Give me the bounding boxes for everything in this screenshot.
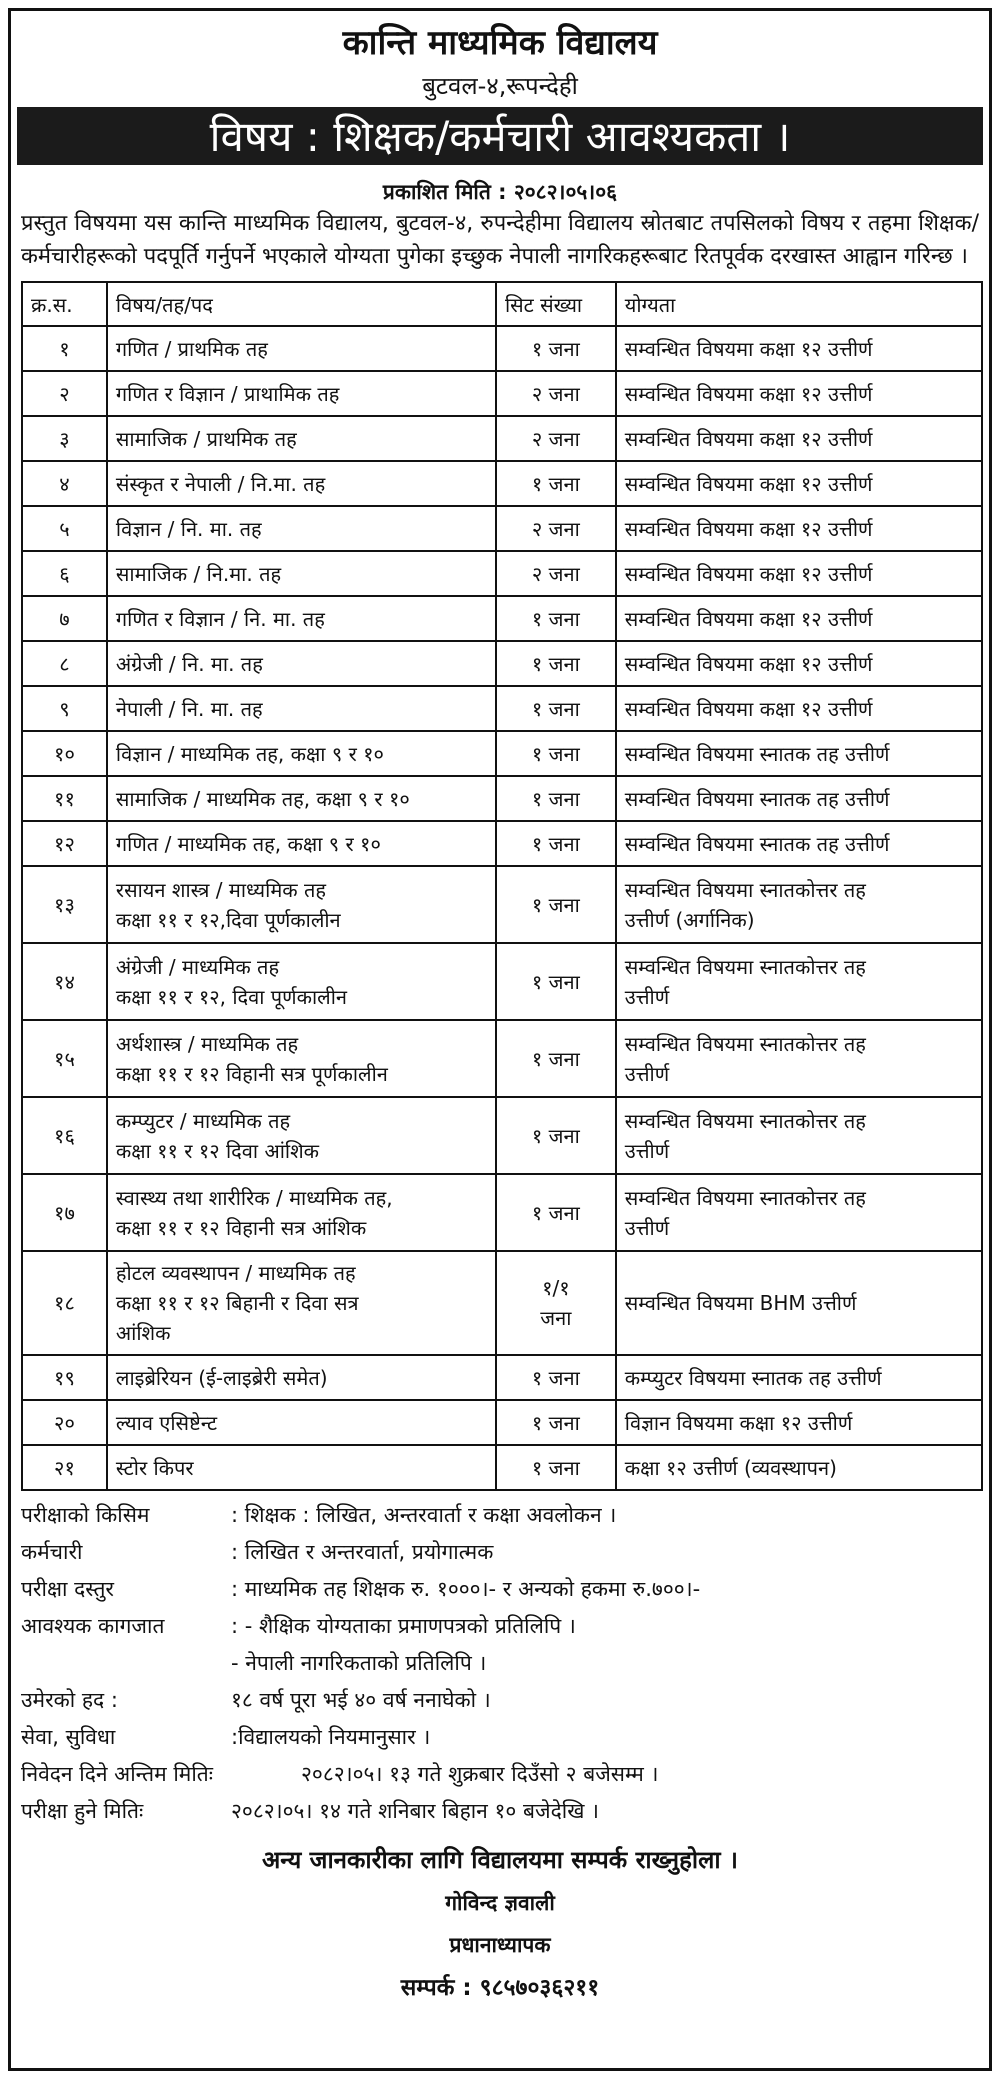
table-row [22,1020,982,1097]
row-qualification-line: सम्वन्धित विषयमा स्नातकोत्तर तह [624,877,866,902]
term-label: उमेरको हद : [21,1688,118,1712]
row-sn: १९ [22,1355,107,1400]
row-seats: १ जना [496,641,616,686]
row-qualification [616,1174,982,1251]
row-subject: विज्ञान / नि. मा. तह [107,506,496,551]
row-subject: गणित र विज्ञान / प्राथामिक तह [107,371,496,416]
row-sn: ३ [22,416,107,461]
row-subject-line: कक्षा ११ र १२ बिहानी र दिवा सत्र [115,1291,359,1315]
row-sn: १ [22,326,107,371]
row-sn: ६ [22,551,107,596]
row-seats: १ जना [496,1020,616,1097]
row-qualification [616,866,982,943]
table-header-row [22,282,982,326]
row-qualification-line: सम्वन्धित विषयमा स्नातकोत्तर तह [624,1031,866,1056]
row-subject: गणित / माध्यमिक तह, कक्षा ९ र १० [107,821,496,866]
row-subject [107,943,496,1020]
row-seats: १ जना [496,776,616,821]
term-deadline [21,1756,979,1793]
row-qualification: सम्वन्धित विषयमा कक्षा १२ उत्तीर्ण [616,596,982,641]
row-qualification [616,1097,982,1174]
row-subject-line: होटल व्यवस्थापन / माध्यमिक तह [115,1261,356,1285]
table-row [22,506,982,551]
row-seats: १ जना [496,1355,616,1400]
row-subject [107,866,496,943]
table-row [22,461,982,506]
contact-phone: ९८५७०३६२११ [479,1975,600,2001]
row-seats-line: जना [540,1306,572,1330]
row-qualification [616,943,982,1020]
row-subject: ल्याव एसिष्टेन्ट [107,1400,496,1445]
published-date: प्रकाशित मिति : २०८२।०५।०६ [382,180,618,204]
table-row [22,326,982,371]
term-value: : शिक्षक : लिखित, अन्तरवार्ता र कक्षा अवलोकन । [231,1503,617,1527]
table-row [22,943,982,1020]
term-label: सेवा, सुविधा [21,1725,116,1749]
row-subject-line: स्वास्थ्य तथा शारीरिक / माध्यमिक तह, [115,1185,393,1210]
row-qualification-line: उत्तीर्ण [624,984,670,1009]
row-sn: १७ [22,1174,107,1251]
row-seats: १ जना [496,461,616,506]
row-subject-line: आंशिक [115,1321,171,1345]
row-seats: १ जना [496,326,616,371]
row-qualification-line: सम्वन्धित विषयमा स्नातकोत्तर तह [624,1108,866,1133]
table-row [22,821,982,866]
row-sn: ५ [22,506,107,551]
term-value: १८ वर्ष पूरा भई ४० वर्ष ननाघेको । [231,1688,491,1712]
row-sn: १३ [22,866,107,943]
row-subject-line: कक्षा ११ र १२ दिवा आंशिक [115,1138,320,1163]
table-row [22,1445,982,1490]
row-subject: सामाजिक / प्राथमिक तह [107,416,496,461]
row-qualification: सम्वन्धित विषयमा कक्षा १२ उत्तीर्ण [616,686,982,731]
row-seats: २ जना [496,416,616,461]
row-seats: १ जना [496,686,616,731]
table-row [22,1097,982,1174]
row-subject-line: कम्प्युटर / माध्यमिक तह [115,1108,291,1133]
row-qualification: सम्वन्धित विषयमा कक्षा १२ उत्तीर्ण [616,641,982,686]
table-row [22,1355,982,1400]
row-seats: १ जना [496,943,616,1020]
term-value: २०८२।०५। १४ गते शनिबार बिहान १० बजेदेखि । [231,1799,600,1823]
term-value: : - शैक्षिक योग्यताका प्रमाणपत्रको प्रतिलिपि । [231,1614,576,1638]
row-seats: २ जना [496,506,616,551]
table-row [22,686,982,731]
school-name: कान्ति माध्यमिक विद्यालय [342,23,658,63]
row-sn: १४ [22,943,107,1020]
table-row [22,731,982,776]
contact-note: अन्य जानकारीका लागि विद्यालयमा सम्पर्क राख्नुहोला । [261,1846,739,1874]
row-seats: १ जना [496,731,616,776]
row-sn: २० [22,1400,107,1445]
row-subject: अंग्रेजी / नि. मा. तह [107,641,496,686]
signer-title: प्रधानाध्यापक [449,1933,551,1957]
row-qualification: सम्वन्धित विषयमा कक्षा १२ उत्तीर्ण [616,551,982,596]
term-label: निवेदन दिने अन्तिम मितिः [21,1762,213,1786]
term-value: २०८२।०५। १३ गते शुक्रबार दिउँसो २ बजेसम्म । [301,1762,659,1786]
row-qualification-line: उत्तीर्ण (अर्गानिक) [624,907,755,932]
row-seats: १ जना [496,596,616,641]
header-subject: विषय/तह/पद [107,282,496,326]
table-row [22,551,982,596]
term-label: परीक्षा हुने मितिः [21,1799,144,1823]
row-subject: गणित / प्राथमिक तह [107,326,496,371]
row-seats: २ जना [496,371,616,416]
row-subject-line: कक्षा ११ र १२ विहानी सत्र आंशिक [115,1215,367,1240]
term-age [21,1682,979,1719]
row-sn: ९ [22,686,107,731]
row-seats: २ जना [496,551,616,596]
table-row [22,371,982,416]
contact-label: सम्पर्क : [400,1975,472,2001]
term-value: : लिखित र अन्तरवार्ता, प्रयोगात्मक [231,1540,494,1564]
row-subject-line: कक्षा ११ र १२,दिवा पूर्णकालीन [115,907,341,932]
school-address: बुटवल-४,रूपन्देही [422,72,578,100]
row-qualification: सम्वन्धित विषयमा स्नातक तह उत्तीर्ण [616,776,982,821]
term-exam-type [21,1497,979,1534]
row-sn: ७ [22,596,107,641]
table-row [22,1174,982,1251]
table-row [22,1400,982,1445]
signer-name: गोविन्द ज्ञवाली [445,1891,555,1915]
row-subject-line: अर्थशास्त्र / माध्यमिक तह [115,1031,299,1056]
row-subject: सामाजिक / माध्यमिक तह, कक्षा ९ र १० [107,776,496,821]
row-sn: १६ [22,1097,107,1174]
term-documents [21,1608,979,1645]
row-sn: ११ [22,776,107,821]
term-label: परीक्षाको किसिम [21,1503,150,1527]
row-qualification: सम्वन्धित विषयमा स्नातक तह उत्तीर्ण [616,821,982,866]
row-seats [496,1251,616,1355]
term-value: : माध्यमिक तह शिक्षक रु. १०००।- र अन्यको हकमा रु.७००।- [231,1577,701,1601]
row-qualification: सम्वन्धित विषयमा स्नातक तह उत्तीर्ण [616,731,982,776]
row-subject: गणित र विज्ञान / नि. मा. तह [107,596,496,641]
header-seats: सिट संख्या [496,282,616,326]
term-value: :विद्यालयको नियमानुसार । [231,1725,431,1749]
notice-subject: विषय : शिक्षक/कर्मचारी आवश्यकता । [17,105,983,167]
row-subject [107,1174,496,1251]
row-seats: १ जना [496,1400,616,1445]
row-qualification: कक्षा १२ उत्तीर्ण (व्यवस्थापन) [616,1445,982,1490]
row-subject: विज्ञान / माध्यमिक तह, कक्षा ९ र १० [107,731,496,776]
row-subject-line: अंग्रेजी / माध्यमिक तह [115,954,280,979]
terms-section [11,1491,989,1830]
row-qualification-line: सम्वन्धित विषयमा स्नातकोत्तर तह [624,954,866,979]
row-qualification: सम्वन्धित विषयमा कक्षा १२ उत्तीर्ण [616,371,982,416]
term-value: - नेपाली नागरिकताको प्रतिलिपि । [231,1651,487,1675]
table-row [22,776,982,821]
row-seats: १ जना [496,1097,616,1174]
table-row [22,416,982,461]
row-qualification: विज्ञान विषयमा कक्षा १२ उत्तीर्ण [616,1400,982,1445]
row-sn: २ [22,371,107,416]
row-subject [107,1020,496,1097]
row-qualification: सम्वन्धित विषयमा कक्षा १२ उत्तीर्ण [616,416,982,461]
term-documents-cont [21,1645,979,1682]
row-qualification: सम्वन्धित विषयमा कक्षा १२ उत्तीर्ण [616,506,982,551]
row-sn: १८ [22,1251,107,1355]
row-qualification [616,1020,982,1097]
row-qualification-line: उत्तीर्ण [624,1061,670,1086]
row-seats: १ जना [496,821,616,866]
row-subject: सामाजिक / नि.मा. तह [107,551,496,596]
row-seats: १ जना [496,1445,616,1490]
term-facility [21,1719,979,1756]
row-sn: १० [22,731,107,776]
row-sn: ८ [22,641,107,686]
row-qualification-line: उत्तीर्ण [624,1215,670,1240]
row-sn: १५ [22,1020,107,1097]
header-sn: क्र.स. [22,282,107,326]
notice-frame [8,8,992,2071]
term-staff [21,1534,979,1571]
intro-paragraph: प्रस्तुत विषयमा यस कान्ति माध्यमिक विद्यालय, बुटवल-४, रुपन्देहीमा विद्यालय स्रोतबाट तपसिलको विषय र तहमा शिक्षक/कर्मचारीहरूको पदपूर्ति गर्नुपर्ने भएकाले योग्यता पुगेका इच्छुक नेपाली नागरिकहरूबाट रितपूर्वक दरखास्त आह्वान गरिन्छ । [21,211,979,269]
term-label: कर्मचारी [21,1540,83,1564]
row-qualification: सम्वन्धित विषयमा BHM उत्तीर्ण [616,1251,982,1355]
term-fee [21,1571,979,1608]
vacancy-table [21,281,983,1491]
row-subject [107,1097,496,1174]
table-row [22,596,982,641]
table-row [22,866,982,943]
row-qualification-line: उत्तीर्ण [624,1138,670,1163]
table-row [22,641,982,686]
row-subject: नेपाली / नि. मा. तह [107,686,496,731]
row-sn: १२ [22,821,107,866]
row-subject: संस्कृत र नेपाली / नि.मा. तह [107,461,496,506]
row-sn: ४ [22,461,107,506]
contact-line [11,1966,989,2010]
term-exam-date [21,1793,979,1830]
row-seats: १ जना [496,1174,616,1251]
row-sn: २१ [22,1445,107,1490]
row-qualification-line: सम्वन्धित विषयमा स्नातकोत्तर तह [624,1185,866,1210]
term-label: आवश्यक कागजात [21,1614,165,1638]
row-subject-line: रसायन शास्त्र / माध्यमिक तह [115,877,327,902]
row-subject: स्टोर किपर [107,1445,496,1490]
term-label: परीक्षा दस्तुर [21,1577,115,1601]
row-qualification: कम्प्युटर विषयमा स्नातक तह उत्तीर्ण [616,1355,982,1400]
row-subject-line: कक्षा ११ र १२ विहानी सत्र पूर्णकालीन [115,1061,388,1086]
row-subject [107,1251,496,1355]
row-seats: १ जना [496,866,616,943]
header-qualification: योग्यता [616,282,982,326]
row-qualification: सम्वन्धित विषयमा कक्षा १२ उत्तीर्ण [616,326,982,371]
row-qualification: सम्वन्धित विषयमा कक्षा १२ उत्तीर्ण [616,461,982,506]
table-row [22,1251,982,1355]
row-seats-line: १/१ [542,1276,570,1300]
row-subject: लाइब्रेरियन (ई-लाइब्रेरी समेत) [107,1355,496,1400]
row-subject-line: कक्षा ११ र १२, दिवा पूर्णकालीन [115,984,348,1009]
